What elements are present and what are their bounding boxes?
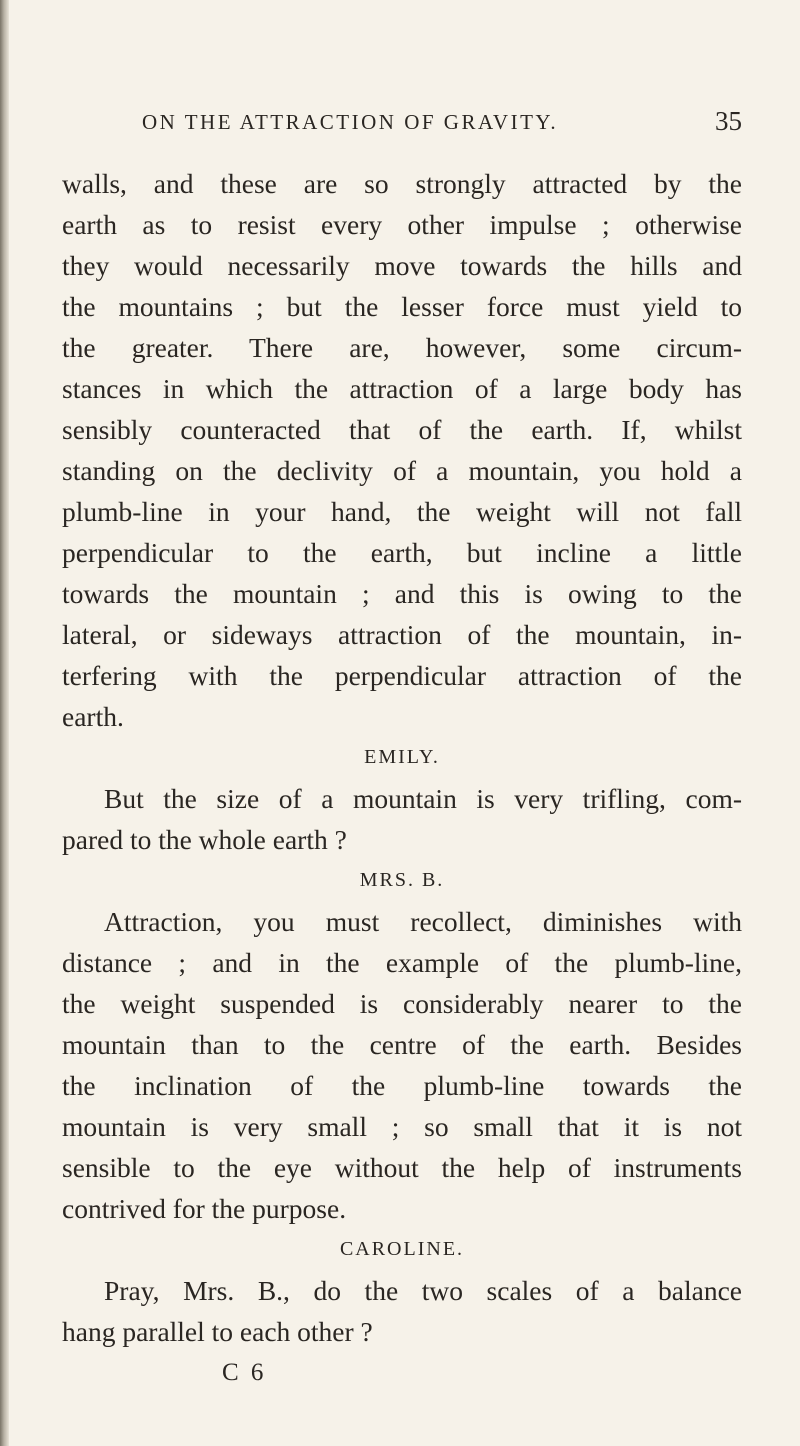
text-line: plumb-line in your hand, the weight will not fall — [62, 496, 742, 527]
text-line: pared to the whole earth ? — [62, 824, 347, 855]
page-number: 35 — [715, 106, 742, 136]
paragraph-2 — [62, 778, 742, 860]
text-line: standing on the declivity of a mountain, you hold a — [62, 455, 742, 486]
text-line: distance ; and in the example of the plumb-line, — [62, 947, 742, 978]
text-line: earth as to resist every other impulse ; otherwise — [62, 209, 742, 240]
text-line: the greater. There are, however, some circum- — [62, 332, 742, 363]
text-line: sensibly counteracted that of the earth. If, whilst — [62, 414, 742, 445]
text-line: hang parallel to each other ? — [62, 1316, 373, 1347]
text-line: terfering with the perpendicular attraction of the — [62, 660, 742, 691]
running-head: ON THE ATTRACTION OF GRAVITY. — [142, 110, 559, 134]
text-line: contrived for the purpose. — [62, 1193, 347, 1224]
text-line: stances in which the attraction of a large body has — [62, 373, 742, 404]
page-body — [62, 163, 742, 1393]
text-line: Attraction, you must recollect, diminishes with — [104, 906, 742, 937]
speaker-name: EMILY. — [364, 746, 440, 768]
paragraph-1 — [62, 163, 742, 737]
signature-mark: C 6 — [222, 1359, 267, 1386]
text-line: mountain is very small ; so small that it is not — [62, 1111, 742, 1142]
speaker-name: MRS. B. — [359, 869, 445, 891]
text-line: towards the mountain ; and this is owing to the — [62, 578, 742, 609]
text-line: the weight suspended is considerably nearer to the — [62, 988, 742, 1019]
text-line: mountain than to the centre of the earth. Besides — [62, 1029, 742, 1060]
text-line: the mountains ; but the lesser force must yield to — [62, 291, 742, 322]
paragraph-3 — [62, 901, 742, 1229]
text-line: sensible to the eye without the help of instruments — [62, 1152, 742, 1183]
text-line: lateral, or sideways attraction of the mountain, in- — [62, 619, 742, 650]
paragraph-4 — [62, 1270, 742, 1352]
speaker-name: CAROLINE. — [339, 1238, 465, 1260]
text-line: Pray, Mrs. B., do the two scales of a balance — [104, 1275, 742, 1306]
text-line: the inclination of the plumb-line towards the — [62, 1070, 742, 1101]
text-line: perpendicular to the earth, but incline a little — [62, 537, 742, 568]
page-header — [62, 106, 742, 146]
text-line: they would necessarily move towards the hills and — [62, 250, 742, 281]
text-line: earth. — [62, 701, 124, 732]
text-line: walls, and these are so strongly attracted by the — [62, 168, 742, 199]
page-gutter-shadow — [0, 0, 9, 1446]
text-line: But the size of a mountain is very trifling, com- — [104, 783, 742, 814]
